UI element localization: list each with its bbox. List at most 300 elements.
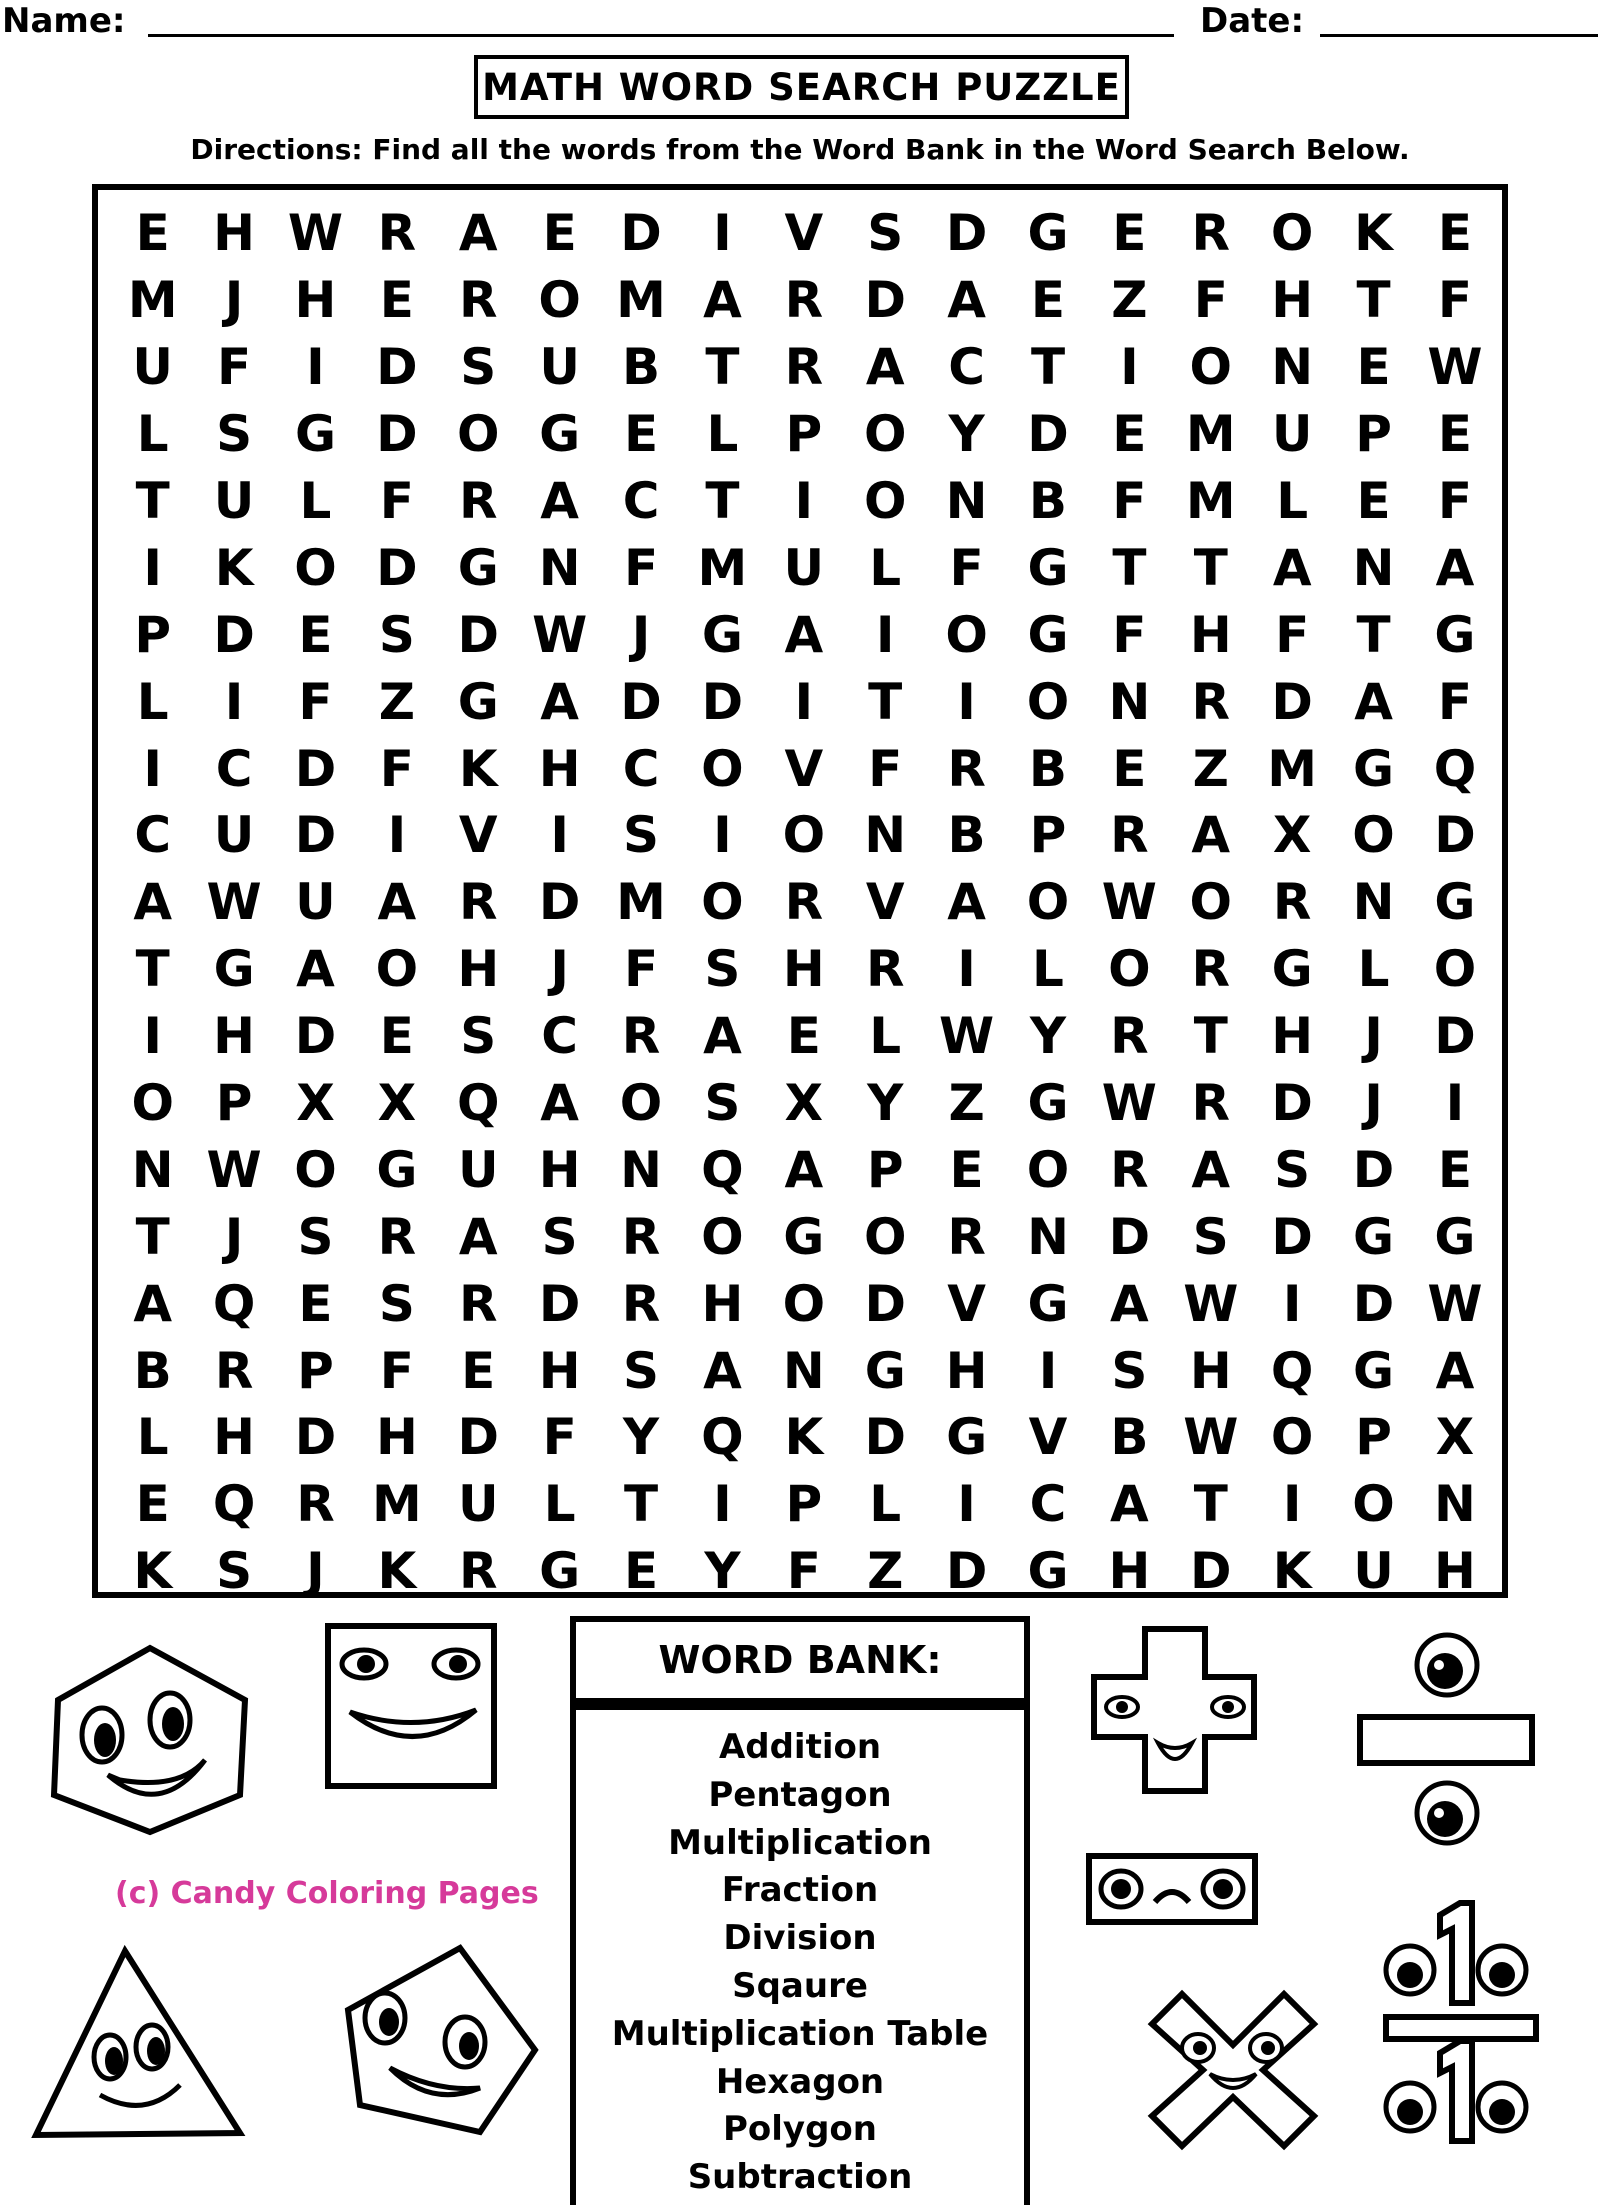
grid-letter[interactable]: F xyxy=(1112,472,1147,530)
grid-letter[interactable]: D xyxy=(1190,1542,1232,1601)
grid-letter[interactable]: V xyxy=(947,1274,986,1333)
grid-letter[interactable]: O xyxy=(1270,1408,1314,1467)
grid-letter[interactable]: D xyxy=(1352,1274,1395,1333)
grid-letter[interactable]: J xyxy=(224,1207,244,1266)
grid-letter[interactable]: B xyxy=(133,1341,172,1400)
grid-letter[interactable]: K xyxy=(214,538,254,597)
grid-letter[interactable]: O xyxy=(1026,672,1070,731)
grid-letter[interactable]: E xyxy=(542,204,577,263)
grid-letter[interactable]: Q xyxy=(212,1475,256,1534)
grid-letter[interactable]: S xyxy=(1111,1341,1148,1400)
grid-letter[interactable]: N xyxy=(782,1341,825,1400)
grid-letter[interactable]: O xyxy=(863,405,907,464)
grid-letter[interactable]: Z xyxy=(948,1074,985,1133)
grid-letter[interactable]: D xyxy=(376,538,418,597)
grid-letter[interactable]: N xyxy=(1108,672,1151,731)
grid-letter[interactable]: K xyxy=(458,739,498,798)
grid-letter[interactable]: Y xyxy=(1029,1007,1067,1066)
grid-letter[interactable]: I xyxy=(1120,338,1139,397)
grid-letter[interactable]: L xyxy=(869,538,902,597)
grid-letter[interactable]: E xyxy=(1356,338,1391,397)
grid-letter[interactable]: C xyxy=(215,739,253,798)
grid-letter[interactable]: G xyxy=(1027,204,1069,263)
grid-letter[interactable]: L xyxy=(136,1408,169,1467)
grid-letter[interactable]: O xyxy=(701,739,744,798)
grid-letter[interactable]: A xyxy=(703,1341,742,1400)
grid-letter[interactable]: J xyxy=(550,940,569,999)
grid-letter[interactable]: A xyxy=(540,672,579,731)
grid-letter[interactable]: Z xyxy=(1192,739,1229,798)
grid-letter[interactable]: D xyxy=(620,204,662,263)
grid-letter[interactable]: D xyxy=(1434,1007,1476,1066)
grid-letter[interactable]: X xyxy=(784,1074,824,1133)
grid-letter[interactable]: H xyxy=(294,271,337,330)
grid-letter[interactable]: D xyxy=(457,605,500,664)
grid-letter[interactable]: V xyxy=(784,739,824,798)
grid-letter[interactable]: E xyxy=(298,1274,333,1333)
grid-letter[interactable]: G xyxy=(1027,538,1069,597)
grid-letter[interactable]: H xyxy=(213,1007,256,1066)
grid-letter[interactable]: I xyxy=(143,1007,162,1066)
grid-letter[interactable]: D xyxy=(620,672,662,731)
grid-letter[interactable]: A xyxy=(1354,672,1393,731)
grid-letter[interactable]: O xyxy=(701,1207,744,1266)
grid-letter[interactable]: K xyxy=(377,1542,417,1601)
grid-letter[interactable]: R xyxy=(459,1274,498,1333)
grid-letter[interactable]: B xyxy=(1028,472,1068,530)
grid-letter[interactable]: I xyxy=(143,739,162,798)
grid-letter[interactable]: S xyxy=(623,1341,660,1400)
grid-letter[interactable]: F xyxy=(379,472,414,530)
grid-letter[interactable]: T xyxy=(135,1207,170,1266)
grid-letter[interactable]: I xyxy=(143,538,162,597)
grid-letter[interactable]: W xyxy=(1183,1408,1239,1467)
grid-letter[interactable]: E xyxy=(1030,271,1066,330)
grid-letter[interactable]: H xyxy=(1271,1007,1314,1066)
grid-letter[interactable]: L xyxy=(1276,472,1309,530)
grid-letter[interactable]: A xyxy=(1272,538,1312,597)
grid-letter[interactable]: T xyxy=(623,1475,659,1534)
grid-letter[interactable]: X xyxy=(377,1074,417,1133)
grid-letter[interactable]: L xyxy=(1032,940,1064,999)
grid-letter[interactable]: H xyxy=(945,1341,988,1400)
grid-letter[interactable]: J xyxy=(306,1542,325,1601)
grid-letter[interactable]: Y xyxy=(622,1408,660,1467)
grid-letter[interactable]: G xyxy=(1434,1207,1476,1266)
grid-letter[interactable]: P xyxy=(866,1140,904,1199)
grid-letter[interactable]: I xyxy=(1282,1274,1302,1333)
grid-letter[interactable]: L xyxy=(706,405,739,464)
grid-letter[interactable]: R xyxy=(947,1207,986,1266)
grid-letter[interactable]: T xyxy=(1356,605,1391,664)
grid-letter[interactable]: E xyxy=(135,204,170,263)
grid-letter[interactable]: T xyxy=(705,472,740,530)
grid-letter[interactable]: A xyxy=(703,271,742,330)
grid-letter[interactable]: I xyxy=(957,1475,976,1534)
grid-letter[interactable]: W xyxy=(939,1007,995,1066)
grid-letter[interactable]: N xyxy=(538,538,581,597)
grid-letter[interactable]: H xyxy=(538,1341,581,1400)
grid-letter[interactable]: R xyxy=(1191,940,1231,999)
grid-letter[interactable]: G xyxy=(1434,873,1476,932)
grid-letter[interactable]: S xyxy=(623,806,660,865)
grid-letter[interactable]: I xyxy=(387,806,407,865)
grid-letter[interactable]: E xyxy=(1437,204,1473,263)
grid-letter[interactable]: R xyxy=(459,271,498,330)
grid-letter[interactable]: G xyxy=(1027,605,1069,664)
grid-letter[interactable]: A xyxy=(540,1074,579,1133)
grid-letter[interactable]: S xyxy=(378,605,415,664)
grid-letter[interactable]: D xyxy=(864,1274,906,1333)
grid-letter[interactable]: O xyxy=(294,538,337,597)
grid-letter[interactable]: E xyxy=(786,1007,821,1066)
grid-letter[interactable]: O xyxy=(1026,1140,1070,1199)
grid-letter[interactable]: Z xyxy=(378,672,415,731)
grid-letter[interactable]: F xyxy=(217,338,252,397)
grid-letter[interactable]: I xyxy=(713,1475,732,1534)
grid-letter[interactable]: T xyxy=(135,472,170,530)
grid-letter[interactable]: O xyxy=(294,1140,337,1199)
grid-letter[interactable]: R xyxy=(1272,873,1312,932)
grid-letter[interactable]: D xyxy=(294,739,337,798)
grid-letter[interactable]: W xyxy=(1427,1274,1483,1333)
grid-letter[interactable]: I xyxy=(1038,1341,1058,1400)
grid-letter[interactable]: G xyxy=(539,1542,581,1601)
grid-letter[interactable]: O xyxy=(782,806,826,865)
grid-letter[interactable]: C xyxy=(622,739,660,798)
grid-letter[interactable]: A xyxy=(133,1274,173,1333)
grid-letter[interactable]: T xyxy=(705,338,740,397)
grid-letter[interactable]: D xyxy=(376,338,418,397)
grid-letter[interactable]: R xyxy=(459,1542,498,1601)
grid-letter[interactable]: R xyxy=(784,271,824,330)
grid-letter[interactable]: L xyxy=(136,405,169,464)
grid-letter[interactable]: E xyxy=(298,605,333,664)
grid-letter[interactable]: G xyxy=(376,1140,418,1199)
grid-letter[interactable]: A xyxy=(703,1007,742,1066)
grid-letter[interactable]: H xyxy=(1189,1341,1232,1400)
grid-letter[interactable]: O xyxy=(701,873,744,932)
grid-letter[interactable]: O xyxy=(1189,338,1233,397)
grid-letter[interactable]: R xyxy=(459,873,498,932)
grid-letter[interactable]: D xyxy=(1271,1074,1313,1133)
grid-letter[interactable]: G xyxy=(1353,1341,1395,1400)
grid-letter[interactable]: R xyxy=(1191,1074,1231,1133)
grid-letter[interactable]: H xyxy=(701,1274,744,1333)
grid-letter[interactable]: U xyxy=(213,472,255,530)
grid-letter[interactable]: D xyxy=(945,204,988,263)
grid-letter[interactable]: R xyxy=(459,472,498,530)
grid-letter[interactable]: Y xyxy=(867,1074,904,1133)
date-line[interactable] xyxy=(1320,34,1598,37)
grid-letter[interactable]: F xyxy=(1112,605,1147,664)
grid-letter[interactable]: H xyxy=(375,1408,418,1467)
grid-letter[interactable]: O xyxy=(1270,204,1314,263)
grid-letter[interactable]: L xyxy=(1357,940,1390,999)
grid-letter[interactable]: C xyxy=(541,1007,578,1066)
grid-letter[interactable]: K xyxy=(1354,204,1393,263)
grid-letter[interactable]: D xyxy=(538,873,581,932)
grid-letter[interactable]: O xyxy=(863,1207,907,1266)
grid-letter[interactable]: H xyxy=(538,739,581,798)
grid-letter[interactable]: P xyxy=(134,605,172,664)
grid-letter[interactable]: S xyxy=(1192,1207,1229,1266)
grid-letter[interactable]: D xyxy=(294,1408,337,1467)
grid-letter[interactable]: R xyxy=(1191,204,1231,263)
grid-letter[interactable]: T xyxy=(1193,1007,1228,1066)
grid-letter[interactable]: D xyxy=(1271,672,1313,731)
grid-letter[interactable]: G xyxy=(457,538,499,597)
grid-letter[interactable]: T xyxy=(1193,538,1228,597)
name-line[interactable] xyxy=(148,34,1174,37)
grid-letter[interactable]: E xyxy=(1112,739,1147,798)
grid-letter[interactable]: H xyxy=(213,1408,256,1467)
grid-letter[interactable]: R xyxy=(1110,1007,1149,1066)
grid-letter[interactable]: G xyxy=(457,672,499,731)
grid-letter[interactable]: I xyxy=(1282,1475,1302,1534)
grid-letter[interactable]: Q xyxy=(1433,739,1477,798)
grid-letter[interactable]: O xyxy=(375,940,419,999)
grid-letter[interactable]: X xyxy=(296,1074,335,1133)
grid-letter[interactable]: H xyxy=(1108,1542,1151,1601)
grid-letter[interactable]: N xyxy=(1352,538,1395,597)
grid-letter[interactable]: V xyxy=(784,204,824,263)
grid-letter[interactable]: E xyxy=(461,1341,496,1400)
grid-letter[interactable]: W xyxy=(287,204,344,263)
grid-letter[interactable]: O xyxy=(538,271,581,330)
grid-letter[interactable]: R xyxy=(377,1207,417,1266)
grid-letter[interactable]: P xyxy=(785,405,823,464)
grid-letter[interactable]: A xyxy=(947,271,986,330)
grid-letter[interactable]: A xyxy=(458,1207,498,1266)
grid-letter[interactable]: J xyxy=(1364,1074,1383,1133)
grid-letter[interactable]: F xyxy=(379,739,414,798)
grid-letter[interactable]: F xyxy=(786,1542,821,1601)
grid-letter[interactable]: E xyxy=(949,1140,984,1199)
grid-letter[interactable]: H xyxy=(1434,1542,1476,1601)
grid-letter[interactable]: G xyxy=(294,405,336,464)
grid-letter[interactable]: A xyxy=(784,1140,824,1199)
grid-letter[interactable]: G xyxy=(946,1408,988,1467)
grid-letter[interactable]: N xyxy=(1027,1207,1069,1266)
grid-letter[interactable]: N xyxy=(945,472,988,530)
grid-letter[interactable]: D xyxy=(701,672,744,731)
grid-letter[interactable]: I xyxy=(713,806,732,865)
grid-letter[interactable]: U xyxy=(539,338,580,397)
grid-letter[interactable]: W xyxy=(532,605,588,664)
grid-letter[interactable]: G xyxy=(783,1207,825,1266)
grid-letter[interactable]: E xyxy=(135,1475,170,1534)
grid-letter[interactable]: S xyxy=(297,1207,334,1266)
grid-letter[interactable]: D xyxy=(864,1408,906,1467)
grid-letter[interactable]: A xyxy=(784,605,824,664)
grid-letter[interactable]: U xyxy=(295,873,336,932)
grid-letter[interactable]: P xyxy=(785,1475,823,1534)
grid-letter[interactable]: M xyxy=(616,873,666,932)
grid-letter[interactable]: R xyxy=(377,204,417,263)
grid-letter[interactable]: C xyxy=(134,806,172,865)
grid-letter[interactable]: W xyxy=(206,1140,262,1199)
grid-letter[interactable]: N xyxy=(1271,338,1314,397)
grid-letter[interactable]: F xyxy=(379,1341,414,1400)
grid-letter[interactable]: F xyxy=(298,672,333,731)
grid-letter[interactable]: R xyxy=(1110,1140,1149,1199)
grid-letter[interactable]: O xyxy=(1433,940,1477,999)
grid-letter[interactable]: G xyxy=(1027,1074,1069,1133)
grid-letter[interactable]: W xyxy=(1183,1274,1239,1333)
grid-letter[interactable]: R xyxy=(865,940,905,999)
grid-letter[interactable]: L xyxy=(299,472,332,530)
grid-letter[interactable]: S xyxy=(704,940,741,999)
grid-letter[interactable]: N xyxy=(1434,1475,1476,1534)
grid-letter[interactable]: I xyxy=(224,672,244,731)
grid-letter[interactable]: V xyxy=(865,873,905,932)
grid-letter[interactable]: Q xyxy=(701,1408,744,1467)
grid-letter[interactable]: H xyxy=(457,940,500,999)
grid-letter[interactable]: R xyxy=(1191,672,1231,731)
grid-letter[interactable]: U xyxy=(457,1475,499,1534)
grid-letter[interactable]: G xyxy=(1353,1207,1395,1266)
grid-letter[interactable]: D xyxy=(538,1274,581,1333)
grid-letter[interactable]: B xyxy=(947,806,986,865)
grid-letter[interactable]: A xyxy=(540,472,579,530)
grid-letter[interactable]: J xyxy=(1364,1007,1383,1066)
grid-letter[interactable]: X xyxy=(1435,1408,1475,1467)
grid-letter[interactable]: R xyxy=(1110,806,1149,865)
grid-letter[interactable]: S xyxy=(460,1007,497,1066)
grid-letter[interactable]: S xyxy=(216,1542,253,1601)
grid-letter[interactable]: S xyxy=(216,405,253,464)
grid-letter[interactable]: A xyxy=(1191,806,1231,865)
grid-letter[interactable]: Q xyxy=(1270,1341,1314,1400)
grid-letter[interactable]: T xyxy=(1193,1475,1228,1534)
grid-letter[interactable]: W xyxy=(206,873,262,932)
grid-letter[interactable]: F xyxy=(1275,605,1310,664)
grid-letter[interactable]: I xyxy=(1445,1074,1465,1133)
grid-letter[interactable]: R xyxy=(621,1007,661,1066)
grid-letter[interactable]: O xyxy=(1189,873,1233,932)
grid-letter[interactable]: R xyxy=(621,1274,661,1333)
grid-letter[interactable]: E xyxy=(379,271,414,330)
grid-letter[interactable]: O xyxy=(1108,940,1151,999)
grid-letter[interactable]: L xyxy=(869,1007,902,1066)
grid-letter[interactable]: S xyxy=(704,1074,741,1133)
grid-letter[interactable]: K xyxy=(784,1408,824,1467)
grid-letter[interactable]: G xyxy=(539,405,581,464)
grid-letter[interactable]: G xyxy=(1434,605,1476,664)
grid-letter[interactable]: I xyxy=(957,672,976,731)
grid-letter[interactable]: V xyxy=(458,806,498,865)
grid-letter[interactable]: A xyxy=(458,204,498,263)
grid-letter[interactable]: E xyxy=(623,405,659,464)
grid-letter[interactable]: D xyxy=(945,1542,988,1601)
grid-letter[interactable]: G xyxy=(701,605,743,664)
grid-letter[interactable]: F xyxy=(1193,271,1228,330)
grid-letter[interactable]: L xyxy=(869,1475,902,1534)
grid-letter[interactable]: V xyxy=(1028,1408,1068,1467)
grid-letter[interactable]: C xyxy=(1029,1475,1067,1534)
grid-letter[interactable]: D xyxy=(1271,1207,1313,1266)
grid-letter[interactable]: T xyxy=(1030,338,1066,397)
grid-letter[interactable]: O xyxy=(1352,1475,1395,1534)
grid-letter[interactable]: Q xyxy=(457,1074,500,1133)
grid-letter[interactable]: U xyxy=(132,338,173,397)
grid-letter[interactable]: H xyxy=(538,1140,581,1199)
grid-letter[interactable]: O xyxy=(619,1074,663,1133)
grid-letter[interactable]: W xyxy=(1427,338,1483,397)
grid-letter[interactable]: A xyxy=(1435,1341,1475,1400)
grid-letter[interactable]: A xyxy=(296,940,335,999)
grid-letter[interactable]: D xyxy=(1108,1207,1151,1266)
grid-letter[interactable]: F xyxy=(868,739,903,798)
grid-letter[interactable]: E xyxy=(1356,472,1391,530)
grid-letter[interactable]: O xyxy=(457,405,500,464)
grid-letter[interactable]: Y xyxy=(704,1542,741,1601)
grid-letter[interactable]: B xyxy=(1110,1408,1149,1467)
grid-letter[interactable]: R xyxy=(296,1475,335,1534)
grid-letter[interactable]: P xyxy=(215,1074,253,1133)
grid-letter[interactable]: P xyxy=(1355,405,1392,464)
grid-letter[interactable]: G xyxy=(864,1341,906,1400)
grid-letter[interactable]: O xyxy=(1352,806,1395,865)
grid-letter[interactable]: Q xyxy=(701,1140,744,1199)
grid-letter[interactable]: A xyxy=(1191,1140,1231,1199)
grid-letter[interactable]: F xyxy=(1437,672,1473,731)
grid-letter[interactable]: I xyxy=(306,338,325,397)
grid-letter[interactable]: U xyxy=(1271,405,1313,464)
grid-letter[interactable]: F xyxy=(1437,472,1473,530)
grid-letter[interactable]: H xyxy=(213,204,256,263)
grid-letter[interactable]: H xyxy=(1189,605,1232,664)
grid-letter[interactable]: U xyxy=(457,1140,499,1199)
grid-letter[interactable]: I xyxy=(875,605,895,664)
grid-letter[interactable]: N xyxy=(131,1140,174,1199)
grid-letter[interactable]: D xyxy=(1352,1140,1395,1199)
grid-letter[interactable]: M xyxy=(1185,405,1236,464)
grid-letter[interactable]: I xyxy=(957,940,976,999)
grid-letter[interactable]: D xyxy=(1434,806,1476,865)
grid-letter[interactable]: T xyxy=(868,672,903,731)
grid-letter[interactable]: R xyxy=(947,739,986,798)
grid-letter[interactable]: Q xyxy=(212,1274,256,1333)
grid-letter[interactable]: K xyxy=(133,1542,173,1601)
grid-letter[interactable]: D xyxy=(376,405,418,464)
grid-letter[interactable]: D xyxy=(294,1007,337,1066)
grid-letter[interactable]: R xyxy=(621,1207,661,1266)
grid-letter[interactable]: O xyxy=(131,1074,174,1133)
grid-letter[interactable]: F xyxy=(1437,271,1473,330)
grid-letter[interactable]: M xyxy=(1185,472,1236,530)
grid-letter[interactable]: E xyxy=(1112,405,1147,464)
grid-letter[interactable]: N xyxy=(620,1140,662,1199)
grid-letter[interactable]: X xyxy=(1272,806,1312,865)
grid-letter[interactable]: C xyxy=(948,338,985,397)
grid-letter[interactable]: E xyxy=(379,1007,414,1066)
grid-letter[interactable]: J xyxy=(631,605,651,664)
grid-letter[interactable]: P xyxy=(1029,806,1067,865)
grid-letter[interactable]: M xyxy=(371,1475,422,1534)
grid-letter[interactable]: A xyxy=(947,873,986,932)
grid-letter[interactable]: H xyxy=(782,940,825,999)
grid-letter[interactable]: S xyxy=(378,1274,415,1333)
grid-letter[interactable]: G xyxy=(1027,1542,1069,1601)
grid-letter[interactable]: U xyxy=(1353,1542,1394,1601)
grid-letter[interactable]: G xyxy=(1353,739,1395,798)
grid-letter[interactable]: T xyxy=(1112,538,1147,597)
grid-letter[interactable]: B xyxy=(1028,739,1068,798)
grid-letter[interactable]: S xyxy=(867,204,904,263)
grid-letter[interactable]: G xyxy=(1271,940,1313,999)
